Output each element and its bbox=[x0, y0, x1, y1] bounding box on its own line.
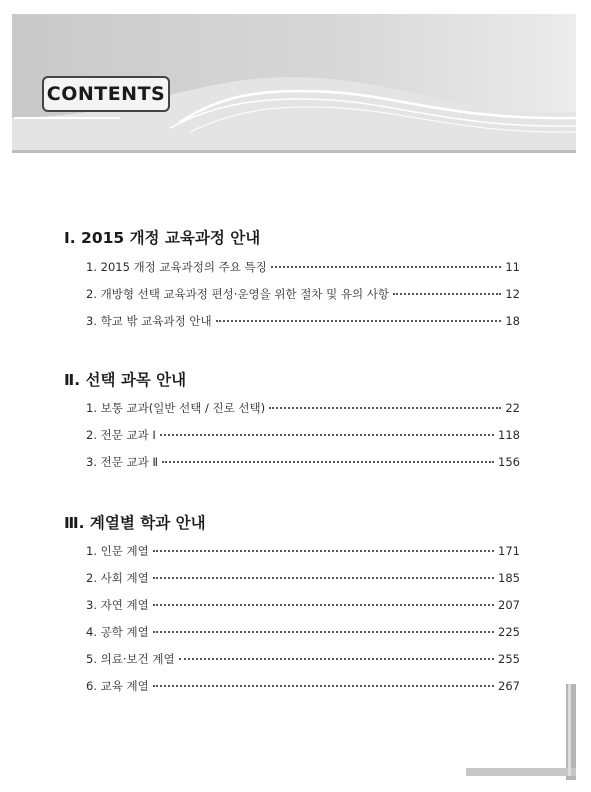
toc-entry-page: 171 bbox=[498, 544, 520, 558]
leader-dots bbox=[153, 630, 494, 633]
toc-entry-label: 5. 의료·보건 계열 bbox=[86, 652, 175, 666]
toc-entry-page: 11 bbox=[505, 260, 520, 274]
leader-dots bbox=[271, 265, 502, 268]
toc-entry[interactable] bbox=[86, 286, 520, 304]
leader-dots bbox=[153, 549, 494, 552]
corner-bracket-graphic bbox=[464, 680, 576, 780]
section-heading-2: Ⅱ. 선택 과목 안내 bbox=[64, 371, 187, 389]
toc-entry-label: 4. 공학 계열 bbox=[86, 625, 149, 639]
toc-entry[interactable] bbox=[86, 427, 520, 445]
toc-entry-label: 1. 2015 개정 교육과정의 주요 특징 bbox=[86, 260, 267, 274]
leader-dots bbox=[160, 433, 494, 436]
toc-entry-label: 1. 인문 계열 bbox=[86, 544, 149, 558]
toc-entry-page: 185 bbox=[498, 571, 520, 585]
leader-dots bbox=[153, 603, 494, 606]
toc-entry[interactable] bbox=[86, 259, 520, 277]
leader-dots bbox=[153, 576, 494, 579]
toc-entry[interactable] bbox=[86, 597, 520, 615]
toc-entry-label: 2. 사회 계열 bbox=[86, 571, 149, 585]
toc-entry-page: 156 bbox=[498, 455, 520, 469]
corner-decoration bbox=[464, 680, 576, 780]
toc-entry[interactable] bbox=[86, 543, 520, 561]
toc-entry-page: 22 bbox=[505, 401, 520, 415]
leader-dots bbox=[179, 657, 494, 660]
leader-dots bbox=[153, 684, 494, 687]
toc-entry-label: 3. 학교 밖 교육과정 안내 bbox=[86, 314, 212, 328]
toc-entry-label: 2. 전문 교과 Ⅰ bbox=[86, 428, 156, 442]
toc-entry-label: 3. 전문 교과 Ⅱ bbox=[86, 455, 159, 469]
leader-dots bbox=[393, 292, 501, 295]
toc-entry-page: 118 bbox=[498, 428, 520, 442]
leader-dots bbox=[216, 319, 502, 322]
section-heading-3: Ⅲ. 계열별 학과 안내 bbox=[64, 514, 206, 532]
toc-entry[interactable] bbox=[86, 313, 520, 331]
toc-entry[interactable] bbox=[86, 454, 520, 472]
toc-entry-page: 225 bbox=[498, 625, 520, 639]
toc-entry-page: 18 bbox=[505, 314, 520, 328]
leader-dots bbox=[269, 406, 501, 409]
toc-entry[interactable] bbox=[86, 570, 520, 588]
toc-entry[interactable] bbox=[86, 651, 520, 669]
toc-entry-label: 1. 보통 교과(일반 선택 / 진로 선택) bbox=[86, 401, 266, 415]
contents-title: CONTENTS bbox=[46, 83, 166, 105]
leader-dots bbox=[162, 460, 494, 463]
toc-entry-page: 255 bbox=[498, 652, 520, 666]
toc-entry-label: 2. 개방형 선택 교육과정 편성·운영을 위한 절차 및 유의 사항 bbox=[86, 287, 390, 301]
toc-entry[interactable] bbox=[86, 400, 520, 418]
toc-entry-label: 6. 교육 계열 bbox=[86, 679, 149, 693]
toc-entry[interactable] bbox=[86, 624, 520, 642]
toc-entry-page: 207 bbox=[498, 598, 520, 612]
toc-entry-label: 3. 자연 계열 bbox=[86, 598, 149, 612]
toc-entry[interactable] bbox=[86, 678, 520, 696]
toc-entry-page: 267 bbox=[498, 679, 520, 693]
section-heading-1: Ⅰ. 2015 개정 교육과정 안내 bbox=[64, 229, 261, 247]
toc-entry-page: 12 bbox=[505, 287, 520, 301]
